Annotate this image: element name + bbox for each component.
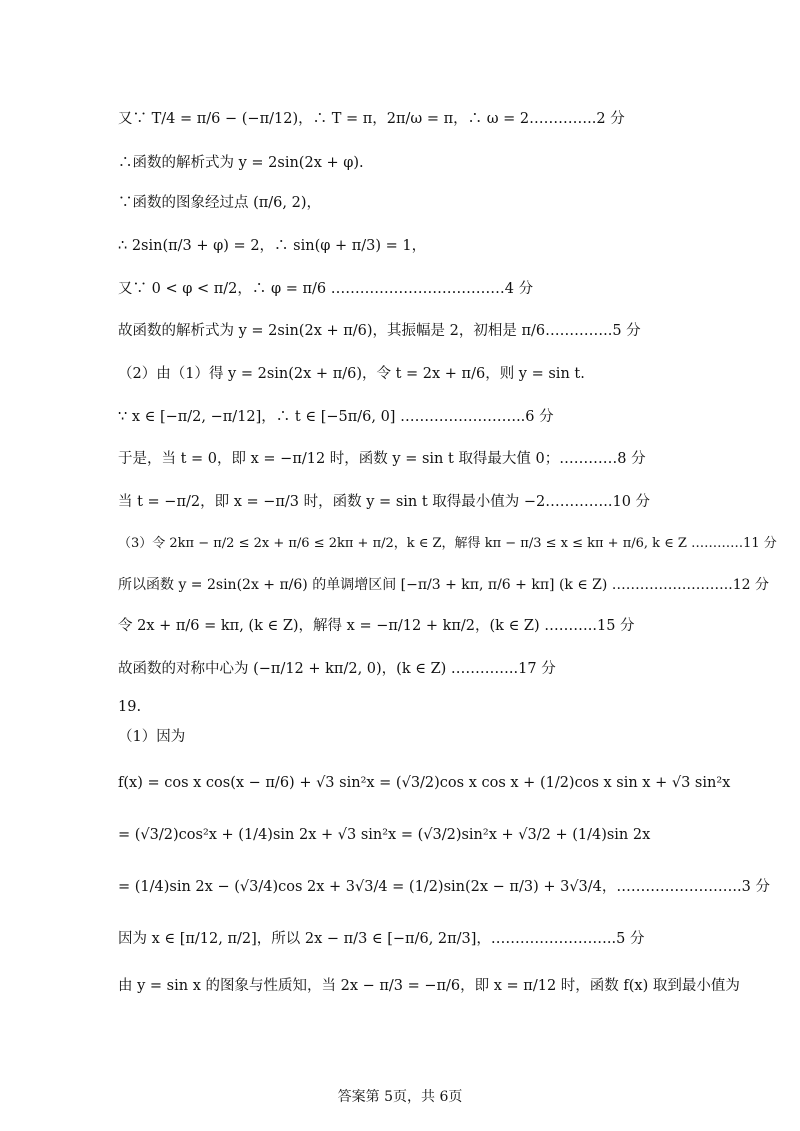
- solution-line: f(x) = cos x cos(x − π/6) + √3 sin²x = (√3/2)cos x cos x + (1/2)cos x sin x + √3 sin²x: [118, 775, 731, 791]
- solution-line: 于是，当 t = 0，即 x = −π/12 时，函数 y = sin t 取得最大值 0；…………8 分: [118, 451, 646, 467]
- solution-line: 故函数的解析式为 y = 2sin(2x + π/6)，其振幅是 2，初相是 π/6…………..5 分: [118, 323, 641, 339]
- solution-line: 又∵ T/4 = π/6 − (−π/12)，∴ T = π，2π/ω = π，∴ ω = 2…………..2 分: [118, 111, 625, 127]
- solution-line: （1）因为: [118, 729, 186, 745]
- solution-line: 由 y = sin x 的图象与性质知，当 2x − π/3 = −π/6，即 x = π/12 时，函数 f(x) 取到最小值为: [118, 978, 740, 994]
- solution-line: 故函数的对称中心为 (−π/12 + kπ/2, 0)，(k ∈ Z) …………..17 分: [118, 661, 556, 677]
- solution-line: 当 t = −π/2，即 x = −π/3 时，函数 y = sin t 取得最小值为 −2…………..10 分: [118, 494, 651, 510]
- solution-line: （2）由（1）得 y = 2sin(2x + π/6)，令 t = 2x + π/6，则 y = sin t.: [118, 366, 585, 382]
- solution-line: 令 2x + π/6 = kπ, (k ∈ Z)，解得 x = −π/12 + kπ/2，(k ∈ Z) ………..15 分: [118, 618, 635, 634]
- solution-line: = (1/4)sin 2x − (√3/4)cos 2x + 3√3/4 = (1/2)sin(2x − π/3) + 3√3/4，……………………..3 分: [118, 879, 770, 895]
- page-footer: 答案第 5页，共 6页: [337, 1089, 463, 1105]
- solution-line: 所以函数 y = 2sin(2x + π/6) 的单调增区间 [−π/3 + kπ, π/6 + kπ] (k ∈ Z) ……………………..12 分: [118, 577, 769, 593]
- solution-line: ∵函数的图象经过点 (π/6, 2)，: [118, 195, 322, 211]
- solution-line: ∴ 2sin(π/3 + φ) = 2，∴ sin(φ + π/3) = 1，: [118, 238, 427, 254]
- solution-line: ∵ x ∈ [−π/2, −π/12]，∴ t ∈ [−5π/6, 0] ……………………..6 分: [118, 409, 554, 425]
- solution-line: = (√3/2)cos²x + (1/4)sin 2x + √3 sin²x = (√3/2)sin²x + √3/2 + (1/4)sin 2x: [118, 827, 651, 843]
- solution-line: ∴函数的解析式为 y = 2sin(2x + φ).: [118, 155, 364, 171]
- solution-line: 因为 x ∈ [π/12, π/2]，所以 2x − π/3 ∈ [−π/6, 2π/3]，……………………..5 分: [118, 931, 645, 947]
- solution-line: （3）令 2kπ − π/2 ≤ 2x + π/6 ≤ 2kπ + π/2，k ∈ Z，解得 kπ − π/3 ≤ x ≤ kπ + π/6, k ∈ Z …………11 分: [118, 536, 777, 551]
- solution-line: 又∵ 0 < φ < π/2，∴ φ = π/6 ………………………………4 分: [118, 281, 534, 297]
- question-number: 19.: [118, 699, 142, 715]
